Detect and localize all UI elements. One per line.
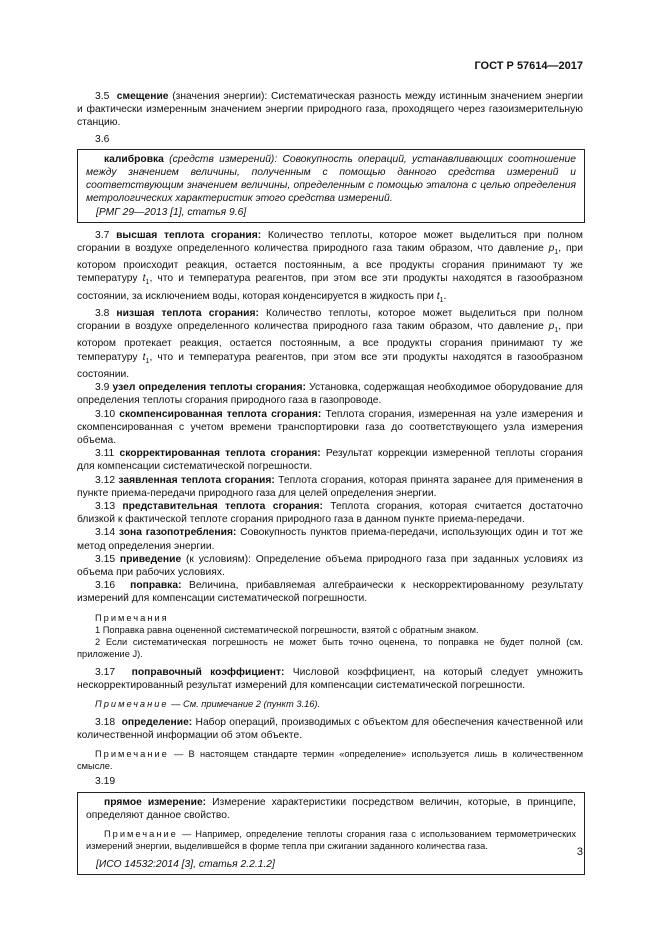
term: смещение bbox=[116, 91, 169, 102]
clause-3-6-number: 3.6 bbox=[95, 133, 110, 145]
clause-3-12: 3.12 заявленная теплота сгорания: Теплота сгорания, которая принята заранее для применения в пункте приема-передачи природного газа для целей определения энергии. bbox=[77, 474, 583, 499]
document-body bbox=[77, 90, 583, 875]
note-1: 1 Поправка равна оцененной систематической погрешности, взятой с обратным знаком. bbox=[95, 624, 479, 635]
clause-3-15: 3.15 приведение (к условиям): Определение объема природного газа при заданных условиях из объема при рабочих условиях. bbox=[77, 553, 583, 578]
clause-3-11: 3.11 скорректированная теплота сгорания: Результат коррекции измеренной теплоты сгорания для компенсации систематической погрешности. bbox=[77, 448, 583, 473]
term: калибровка bbox=[104, 153, 164, 165]
clause-3-9: 3.9 узел определения теплоты сгорания: Установка, содержащая необходимое оборудование для определения теплоты сгорания природного газа в газопроводе. bbox=[77, 382, 583, 407]
note-3-17: Примечание — См. примечание 2 (пункт 3.16). bbox=[95, 698, 321, 709]
reference: [РМГ 29—2013 [1], статья 9.6] bbox=[96, 206, 247, 218]
clause-3-13: 3.13 представительная теплота сгорания: Теплота сгорания, которая считается достаточно близкой к фактической теплоте сгорания природного газа в данном пункте приема-передачи. bbox=[77, 500, 583, 526]
notes-label: Примечания bbox=[95, 612, 169, 623]
reference: [ИСО 14532:2014 [3], статья 2.2.1.2] bbox=[96, 858, 275, 870]
note-2: 2 Если систематическая погрешность не может быть точно оценена, то поправка не будет полной (см. приложение J). bbox=[77, 636, 583, 659]
clause-3-10: 3.10 скомпенсированная теплота сгорания: Теплота сгорания, измеренная на узле измерения и скомпенсированная с учетом времени транспортировки газа до соответствующего узла измерения объема. bbox=[77, 408, 583, 446]
document-header: ГОСТ Р 57614—2017 bbox=[474, 60, 583, 72]
note-3-18: Примечание — В настоящем стандарте термин «определение» используется лишь в количественном смысле. bbox=[77, 749, 583, 772]
term: прямое измерение: bbox=[104, 796, 207, 808]
clause-3-8: 3.8 низшая теплота сгорания: Количество теплоты, которое может выделиться при полном сгорании в воздухе определенного количества природного газа таким образом, что давление $p_1$, при котором протекает реакция, остается постоянным, а все продукты сгорания принимают ту же температуру $t_1$, что и температура реагентов, при этом все эти продукты находятся в газообразном состоянии. bbox=[77, 307, 584, 380]
clause-3-7: 3.7 высшая теплота сгорания: Количество теплоты, которое может выделиться при полном сгорании в воздухе определенного количества природного газа таким образом, что давление $p_1$, при котором происходит реакция, остается постоянным, а все продукты сгорания принимают ту же температуру $t_1$, что и температура реагентов, при этом все эти продукты находятся в газообразном состоянии, за исключением воды, которая конденсируется в жидкость при $t_1$. bbox=[77, 229, 583, 304]
clause-3-19-box: прямое измерение: Измерение характеристики посредством величин, которые, в принципе, определяют данное свойство. Примечание — Например, определение теплоты сгорания газа с использованием термометрических измерений энергии, выделившейся в форме тепла при сжигании заданного количества газа. [ИСО 14532:2014 [3], статья 2.2.1.2] bbox=[77, 792, 585, 876]
clause-3-14: 3.14 зона газопотребления: Совокупность пунктов приема-передачи, использующих один и тот же метод определения энергии. bbox=[77, 527, 583, 552]
clause-3-5: 3.5 смещение (значения энергии): Систематическая разность между истинным значением энергии и фактически измеренным значением энергии природного газа, проходящего через газоизмерительную станцию. bbox=[77, 91, 583, 129]
clause-3-19-number: 3.19 bbox=[95, 776, 116, 788]
note-3-19: Примечание — Например, определение теплоты сгорания газа с использованием термометрических измерений энергии, выделившейся в форме тепла при сжигании заданного количества газа. bbox=[86, 828, 576, 851]
clause-3-6-box: калибровка (средств измерений): Совокупность операций, устанавливающих соотношение между значением величины, полученным с помощью данного средства измерений и соответствующим значением величины, определенным с помощью эталона с целью определения метрологических характеристик этого средства измерений. [РМГ 29—2013 [1], статья 9.6] bbox=[77, 149, 585, 223]
clause-3-17: 3.17 поправочный коэффициент: Числовой коэффициент, на который следует умножить нескорректированный результат измерений для компенсации систематической погрешности. bbox=[77, 666, 583, 691]
page-number: 3 bbox=[576, 846, 583, 858]
clause-3-18: 3.18 определение: Набор операций, производимых с объектом для обеспечения качественной или количественной информации об этом объекте. bbox=[77, 716, 583, 742]
clause-3-16: 3.16 поправка: Величина, прибавляемая алгебраически к нескорректированному результату измерений для компенсации систематической погрешности. bbox=[77, 580, 583, 605]
notes-3-16 bbox=[77, 612, 583, 660]
